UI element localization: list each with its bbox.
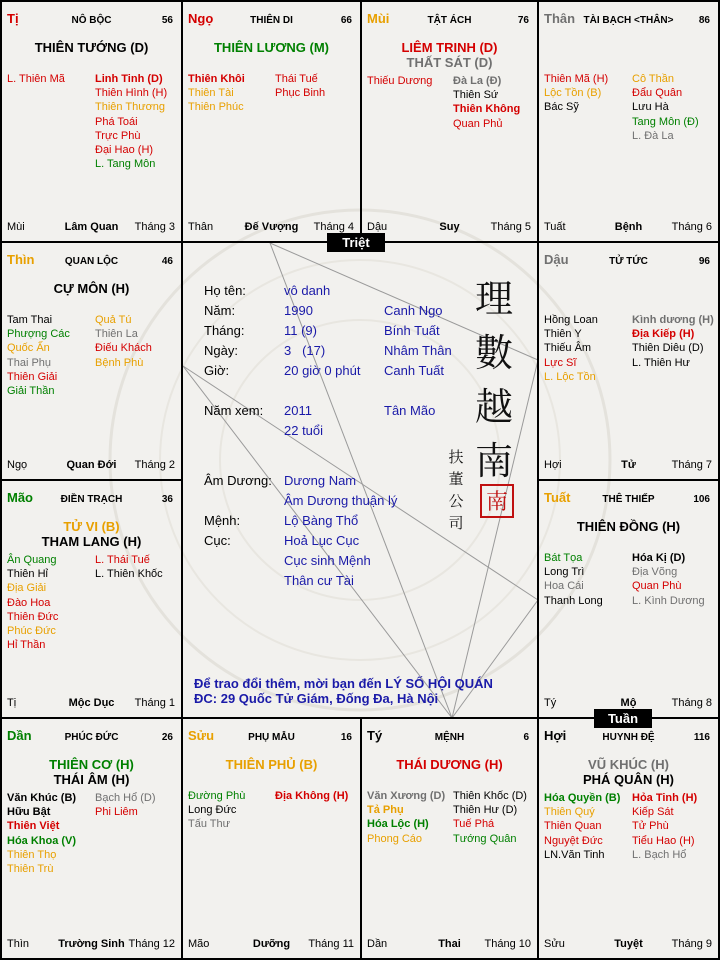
- palace-foot-branch: Mão: [188, 938, 210, 950]
- palace-foot-branch: Thân: [188, 221, 214, 233]
- day-value: 3 (17): [284, 343, 326, 358]
- main-star: PHÁ QUÂN (H): [583, 772, 674, 787]
- minor-star: Tử Phù: [632, 820, 669, 833]
- minor-star: Thiên Y: [544, 328, 582, 341]
- right-star-list: [95, 553, 163, 581]
- minor-star: Thiên Tài: [188, 87, 234, 100]
- palace-number: 56: [161, 15, 173, 26]
- right-star-list: [275, 789, 348, 803]
- main-star: THIÊN PHỦ (B): [225, 757, 318, 772]
- minor-star: L. Lộc Tồn: [544, 370, 596, 383]
- minor-star: Thiên Trù: [7, 862, 54, 875]
- palace-house-name: PHỤ MẪU: [248, 732, 295, 743]
- minor-star: Thai Phụ: [7, 356, 52, 369]
- main-star: THIÊN ĐỒNG (H): [576, 519, 681, 534]
- palace-number: 46: [161, 256, 173, 267]
- year-canchi: Canh Ngọ: [384, 303, 443, 318]
- main-star: THIÊN TƯỚNG (D): [34, 40, 149, 55]
- name-value: vô danh: [284, 283, 331, 298]
- palace-number: 36: [161, 494, 173, 505]
- palace-month: Tháng 1: [134, 697, 175, 709]
- palace-suu: [183, 719, 360, 958]
- palace-life-stage: Đế Vượng: [244, 221, 299, 233]
- contact-line-1: Để trao đổi thêm, mời bạn đến LÝ SỐ HỘI QUÁN: [194, 676, 493, 691]
- palace-month: Tháng 2: [134, 459, 175, 471]
- minor-star: Văn Xương (D): [367, 790, 446, 802]
- palace-tuat: [539, 481, 718, 717]
- minor-star: Thiên Sứ: [453, 89, 499, 102]
- month-canchi: Bính Tuất: [384, 323, 440, 338]
- left-star-list: [7, 791, 76, 876]
- palace-hoi: [539, 719, 718, 958]
- minor-star: L. Thiên Mã: [7, 73, 65, 85]
- minor-star: Lộc Tồn (B): [544, 87, 602, 100]
- palace-life-stage: Tuyệt: [614, 938, 643, 950]
- palace-than: [539, 2, 718, 241]
- view-year-value: 2011: [284, 403, 312, 418]
- palace-branch: Tý: [367, 728, 383, 743]
- palace-house-name: TẬT ÁCH: [427, 15, 472, 26]
- amduong-value: Dương Nam: [284, 473, 357, 488]
- minor-star: Đà La (Đ): [453, 75, 502, 87]
- palace-life-stage: Trường Sinh: [58, 938, 125, 950]
- month-label: Tháng:: [204, 323, 245, 338]
- calligraphy-title: [464, 272, 524, 488]
- palace-house-name: THÊ THIẾP: [602, 494, 655, 505]
- left-star-list: [544, 791, 620, 862]
- triet-marker: Triệt: [327, 233, 385, 252]
- calligraphy-small-char: 司: [448, 514, 464, 532]
- palace-house-name: TÀI BẠCH <THÂN>: [583, 15, 674, 26]
- menh-value: Lộ Bàng Thổ: [284, 513, 359, 528]
- minor-star: LN.Văn Tinh: [544, 848, 605, 861]
- palace-month: Tháng 11: [308, 938, 354, 950]
- left-star-list: [544, 551, 603, 608]
- minor-star: Phượng Các: [7, 328, 70, 341]
- minor-star: Thiên Quan: [544, 820, 602, 833]
- calligraphy-signature: [446, 446, 466, 534]
- age-value: 22 tuổi: [284, 423, 324, 438]
- palace-foot-branch: Tý: [544, 697, 557, 709]
- palace-month: Tháng 7: [671, 459, 712, 471]
- right-star-list: [632, 791, 697, 862]
- palace-foot-branch: Tị: [7, 697, 17, 709]
- left-star-list: [7, 553, 58, 652]
- minor-star: Quan Phù: [632, 580, 682, 593]
- red-seal: [480, 484, 514, 518]
- main-star: LIÊM TRINH (D): [401, 40, 498, 55]
- minor-star: Thiếu Âm: [544, 342, 592, 355]
- minor-star: Thiên Khốc (D): [453, 790, 527, 802]
- palace-month: Tháng 4: [313, 221, 354, 233]
- minor-star: Tiểu Hao (H): [632, 834, 695, 847]
- palace-branch: Tị: [7, 11, 19, 26]
- palace-foot-branch: Dậu: [367, 221, 388, 233]
- palace-life-stage: Lâm Quan: [64, 221, 119, 233]
- minor-star: Hồng Loan: [544, 314, 598, 326]
- minor-star: Địa Giải: [7, 582, 47, 595]
- main-star: THẤT SÁT (D): [406, 55, 493, 70]
- minor-star: Thiếu Dương: [367, 75, 433, 87]
- palace-number: 66: [340, 15, 352, 26]
- palace-number: 26: [161, 732, 173, 743]
- minor-star: L. Thái Tuế: [95, 554, 150, 566]
- minor-star: Nguyệt Đức: [544, 834, 603, 847]
- palace-life-stage: Tử: [621, 459, 636, 471]
- minor-star: L. Tang Môn: [95, 158, 156, 171]
- palace-foot-branch: Hợi: [544, 459, 562, 471]
- minor-star: Văn Khúc (B): [7, 792, 77, 804]
- minor-star: Tấu Thư: [188, 818, 231, 831]
- minor-star: Lưu Hà: [632, 101, 669, 114]
- right-star-list: [632, 313, 714, 370]
- cuc-value: Hoả Lục Cục: [284, 533, 360, 548]
- minor-star: Thái Tuế: [275, 73, 318, 85]
- right-star-list: [95, 313, 152, 370]
- minor-star: Tang Môn (Đ): [632, 115, 699, 128]
- palace-dau: [539, 243, 718, 479]
- palace-branch: Thân: [544, 11, 576, 26]
- left-star-list: [544, 313, 598, 384]
- name-label: Họ tên:: [204, 283, 246, 298]
- amduong-label: Âm Dương:: [204, 473, 272, 488]
- right-star-list: [275, 72, 325, 100]
- minor-star: Tả Phụ: [367, 804, 404, 817]
- view-year-canchi: Tân Mão: [384, 403, 436, 418]
- palace-number: 76: [517, 15, 529, 26]
- minor-star: L. Thiên Hư: [632, 356, 690, 369]
- main-star: THAM LANG (H): [41, 534, 142, 549]
- palace-house-name: QUAN LỘC: [64, 256, 119, 267]
- minor-star: Địa Võng: [632, 566, 678, 579]
- minor-star: L. Kình Dương: [632, 594, 705, 607]
- calligraphy-char: 數: [474, 331, 513, 375]
- minor-star: L. Đà La: [632, 129, 674, 142]
- menh-label: Mệnh:: [204, 513, 241, 528]
- palace-number: 16: [340, 732, 352, 743]
- palace-foot-branch: Dần: [367, 938, 388, 950]
- palace-foot-branch: Mùi: [7, 221, 25, 233]
- palace-life-stage: Bệnh: [614, 221, 643, 233]
- minor-star: Linh Tinh (D): [95, 73, 163, 85]
- palace-thin: [2, 243, 181, 479]
- left-star-list: [367, 74, 432, 88]
- palace-branch: Dậu: [544, 252, 569, 267]
- palace-branch: Dần: [7, 728, 32, 743]
- hour-value: 20 giờ 0 phút: [284, 363, 361, 378]
- palace-house-name: HUYNH ĐỆ: [602, 732, 655, 743]
- main-star: THÁI ÂM (H): [53, 772, 130, 787]
- left-star-list: [188, 72, 245, 115]
- palace-house-name: MỆNH: [434, 732, 465, 743]
- minor-star: Thiên La: [95, 328, 138, 341]
- year-label: Năm:: [204, 303, 236, 318]
- palace-life-stage: Dưỡng: [252, 938, 291, 950]
- palace-ty: [362, 719, 537, 958]
- minor-star: Thanh Long: [544, 594, 603, 607]
- palace-mao: [2, 481, 181, 717]
- palace-life-stage: Quan Đới: [66, 459, 117, 471]
- palace-house-name: THIÊN DI: [250, 15, 293, 26]
- main-star: VŨ KHÚC (H): [588, 757, 669, 772]
- calligraphy-small-char: 公: [448, 492, 464, 510]
- hour-label: Giờ:: [204, 363, 230, 378]
- minor-star: Kiếp Sát: [632, 806, 674, 819]
- calligraphy-small-char: 扶: [448, 448, 464, 466]
- minor-star: Giải Thần: [7, 384, 55, 397]
- palace-foot-branch: Sửu: [544, 938, 565, 950]
- palace-month: Tháng 6: [671, 221, 712, 233]
- minor-star: Tam Thai: [7, 314, 53, 326]
- palace-branch: Mão: [7, 490, 33, 505]
- minor-star: Quốc Ấn: [7, 342, 50, 355]
- minor-star: Lực Sĩ: [544, 356, 577, 369]
- tuan-marker: Tuần: [594, 709, 652, 728]
- right-star-list: [632, 72, 699, 143]
- palace-month: Tháng 12: [128, 938, 175, 950]
- palace-branch: Hợi: [544, 728, 567, 743]
- minor-star: Đường Phù: [188, 790, 246, 802]
- left-star-list: [544, 72, 608, 115]
- right-star-list: [95, 72, 167, 171]
- minor-star: Quả Tú: [95, 314, 132, 326]
- palace-life-stage: Thai: [438, 938, 461, 950]
- minor-star: L. Bạch Hổ: [632, 848, 687, 861]
- minor-star: Thiên Không: [453, 103, 521, 116]
- minor-star: Thiên Đức: [7, 610, 59, 623]
- minor-star: Kình dương (H): [632, 314, 714, 326]
- main-star: THÁI DƯƠNG (H): [396, 757, 503, 772]
- main-star: TỬ VI (B): [63, 519, 120, 534]
- left-star-list: [7, 313, 70, 398]
- calligraphy-char: 理: [474, 277, 513, 321]
- minor-star: Thiên Thọ: [7, 848, 57, 861]
- palace-number: 6: [523, 732, 529, 743]
- cuc-note-1: Cục sinh Mệnh: [284, 553, 371, 568]
- palace-dan: [2, 719, 181, 958]
- minor-star: Đại Hao (H): [95, 143, 154, 156]
- minor-star: Thiên Hư (D): [453, 804, 518, 817]
- minor-star: Thiên Giải: [7, 370, 58, 383]
- minor-star: Hữu Bật: [7, 806, 51, 819]
- palace-foot-branch: Thìn: [7, 938, 30, 950]
- palace-mui: [362, 2, 537, 241]
- minor-star: Điếu Khách: [95, 342, 152, 355]
- palace-number: 106: [693, 494, 710, 505]
- day-label: Ngày:: [204, 343, 238, 358]
- palace-branch: Mùi: [367, 11, 390, 26]
- palace-month: Tháng 3: [134, 221, 175, 233]
- minor-star: Địa Không (H): [275, 790, 349, 802]
- palace-number: 116: [693, 732, 710, 743]
- minor-star: Đào Hoa: [7, 596, 51, 609]
- contact-line-2: ĐC: 29 Quốc Tử Giám, Đống Đa, Hà Nội: [194, 691, 439, 706]
- hour-canchi: Canh Tuất: [384, 363, 444, 378]
- month-value: 11 (9): [284, 323, 317, 338]
- palace-house-name: TỬ TỨC: [609, 256, 648, 267]
- palace-number: 86: [698, 15, 710, 26]
- main-star: CỰ MÔN (H): [53, 281, 130, 296]
- right-star-list: [632, 551, 705, 608]
- minor-star: Tuế Phá: [453, 818, 495, 831]
- minor-star: Bác Sỹ: [544, 101, 579, 114]
- right-star-list: [453, 74, 520, 131]
- left-star-list: [188, 789, 245, 832]
- minor-star: Trực Phù: [95, 129, 141, 142]
- amduong-note: Âm Dương thuận lý: [284, 493, 398, 508]
- minor-star: Thiên Hình (H): [95, 87, 168, 100]
- minor-star: Cô Thần: [632, 73, 674, 85]
- right-star-list: [95, 791, 156, 819]
- minor-star: Hóa Kị (D): [632, 552, 686, 564]
- palace-month: Tháng 9: [671, 938, 712, 950]
- palace-number: 96: [698, 256, 710, 267]
- minor-star: Long Trì: [544, 566, 585, 579]
- minor-star: Địa Kiếp (H): [632, 328, 695, 341]
- palace-month: Tháng 10: [484, 938, 531, 950]
- minor-star: Phi Liêm: [95, 806, 138, 819]
- year-value: 1990: [284, 303, 313, 318]
- minor-star: Hoa Cái: [544, 580, 584, 593]
- minor-star: Hóa Quyền (B): [544, 792, 621, 804]
- cuc-note-2: Thân cư Tài: [284, 573, 354, 588]
- minor-star: Đẩu Quân: [632, 87, 683, 100]
- palace-month: Tháng 8: [671, 697, 712, 709]
- palace-house-name: PHÚC ĐỨC: [64, 732, 119, 743]
- right-star-list: [453, 789, 527, 846]
- palace-month: Tháng 5: [490, 221, 531, 233]
- palace-life-stage: Mộ: [620, 697, 637, 709]
- day-canchi: Nhâm Thân: [384, 343, 452, 358]
- minor-star: Thiên Khôi: [188, 73, 245, 85]
- seal-char: 南: [485, 490, 508, 515]
- palace-branch: Tuất: [544, 490, 571, 505]
- minor-star: Hỉ Thần: [7, 639, 46, 652]
- minor-star: Quan Phủ: [453, 117, 503, 130]
- minor-star: Hóa Lộc (H): [367, 818, 429, 831]
- minor-star: Bệnh Phù: [95, 356, 144, 369]
- main-star: THIÊN LƯƠNG (M): [213, 40, 330, 55]
- palace-foot-branch: Tuất: [544, 221, 566, 233]
- cuc-label: Cục:: [204, 533, 231, 548]
- minor-star: Bát Tọa: [544, 552, 583, 564]
- minor-star: Hỏa Tinh (H): [632, 792, 698, 804]
- view-year-label: Năm xem:: [204, 403, 264, 418]
- calligraphy-small-char: 董: [448, 470, 464, 488]
- minor-star: Thiên Thương: [95, 101, 166, 114]
- minor-star: Thiên Diêu (D): [632, 342, 704, 355]
- minor-star: L. Thiên Khốc: [95, 568, 163, 581]
- minor-star: Phá Toái: [95, 115, 138, 128]
- calligraphy-char: 越: [474, 385, 513, 429]
- minor-star: Phục Binh: [275, 87, 326, 100]
- palace-house-name: ĐIỀN TRẠCH: [60, 494, 123, 505]
- minor-star: Phong Cáo: [367, 832, 423, 845]
- minor-star: Thiên Quý: [544, 806, 595, 819]
- palace-ti: [2, 2, 181, 241]
- minor-star: Thiên Hỉ: [7, 568, 48, 581]
- palace-foot-branch: Ngọ: [7, 459, 28, 471]
- minor-star: Bạch Hổ (D): [95, 792, 156, 804]
- palace-life-stage: Suy: [439, 221, 460, 233]
- palace-branch: Sửu: [188, 728, 215, 743]
- minor-star: Thiên Phúc: [188, 101, 244, 114]
- minor-star: Phúc Đức: [7, 624, 56, 637]
- palace-life-stage: Mộc Dục: [68, 697, 115, 709]
- palace-branch: Thìn: [7, 252, 35, 267]
- left-star-list: [7, 72, 65, 86]
- minor-star: Thiên Việt: [7, 820, 60, 833]
- minor-star: Long Đức: [188, 804, 237, 817]
- palace-branch: Ngọ: [188, 11, 214, 26]
- left-star-list: [367, 789, 445, 846]
- minor-star: Ân Quang: [7, 554, 57, 566]
- main-star: THIÊN CƠ (H): [49, 757, 134, 772]
- palace-ngo: [183, 2, 360, 241]
- minor-star: Hóa Khoa (V): [7, 834, 77, 847]
- minor-star: Tướng Quân: [453, 832, 517, 845]
- calligraphy-char: 南: [474, 439, 513, 483]
- minor-star: Thiên Mã (H): [544, 73, 609, 85]
- palace-house-name: NÔ BỘC: [71, 15, 112, 26]
